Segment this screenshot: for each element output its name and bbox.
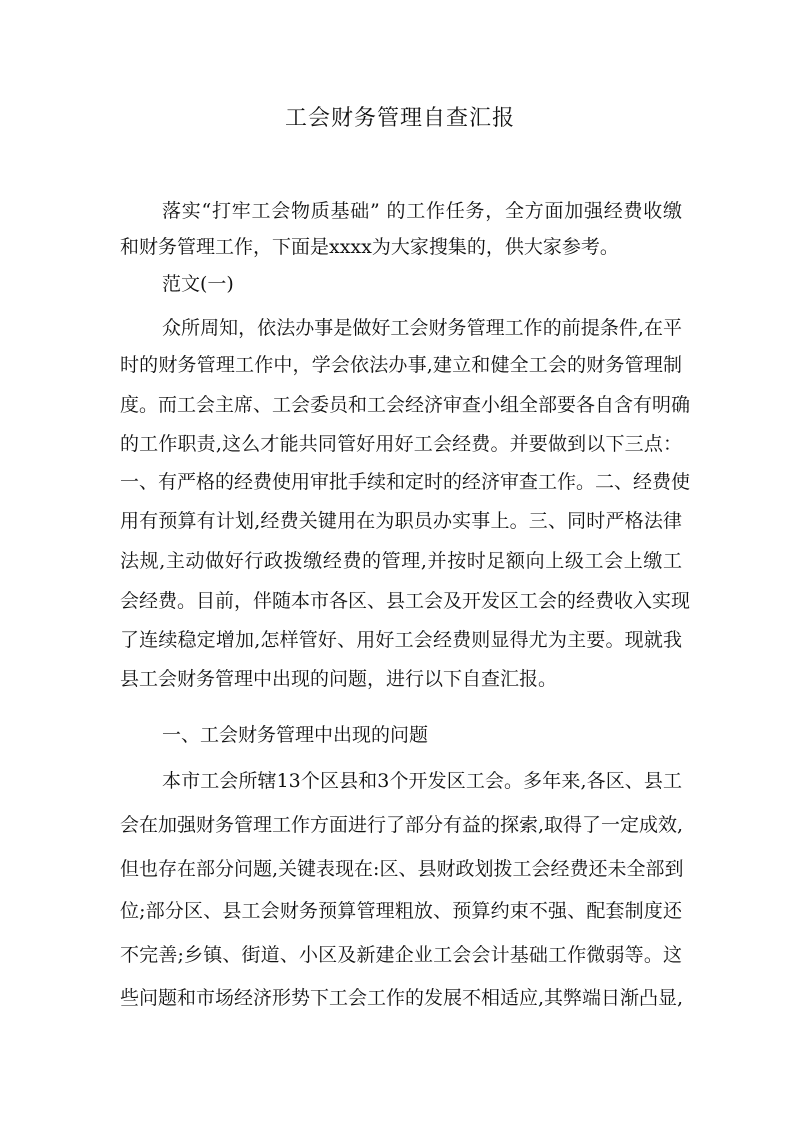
paragraph-line [0, 762, 800, 800]
paragraph-line [0, 936, 800, 974]
document-title: 工会财务管理自查汇报 [284, 106, 515, 131]
paragraph-line [0, 192, 800, 230]
paragraph-line [0, 850, 800, 888]
paragraph-line [0, 621, 800, 659]
line-text: 范文(一) [162, 273, 234, 295]
paragraph-line [0, 346, 800, 384]
paragraph-line [0, 542, 800, 580]
paragraph-line [0, 582, 800, 620]
section-heading-line [0, 265, 800, 303]
line-text: 县工会财务管理中出现的问题，进行以下自查汇报。 [120, 668, 558, 690]
section-heading-line [0, 716, 800, 754]
paragraph-line [0, 386, 800, 424]
paragraph-line [0, 806, 800, 844]
line-text: 不完善;乡镇、街道、小区及新建企业工会会计基础工作微弱等。这 [120, 944, 682, 966]
line-text: 落实“打牢工会物质基础” 的工作任务，全方面加强经费收缴 [162, 200, 682, 222]
line-text: 会经费。目前，伴随本市各区、县工会及开发区工会的经费收入实现 [120, 590, 691, 612]
line-text: 度。而工会主席、工会委员和工会经济审查小组全部要各自含有明确 [120, 394, 691, 416]
line-text: 用有预算有计划,经费关键用在为职员办实事上。三、同时严格法律 [120, 510, 682, 532]
paragraph-line [0, 502, 800, 540]
line-text: 时的财务管理工作中，学会依法办事,建立和健全工会的财务管理制 [120, 354, 682, 376]
line-text: 一、有严格的经费使用审批手续和定时的经济审查工作。二、经费使 [120, 471, 691, 493]
paragraph-line [0, 979, 800, 1017]
paragraph-line [0, 309, 800, 347]
line-text: 会在加强财务管理工作方面进行了部分有益的探索,取得了一定成效, [120, 814, 684, 836]
paragraph-line [0, 425, 800, 463]
paragraph-line [0, 228, 800, 266]
paragraph-line [0, 463, 800, 501]
line-text: 的工作职责,这么才能共同管好用好工会经费。并要做到以下三点： [120, 433, 682, 455]
paragraph-line [0, 660, 800, 698]
paragraph-line [0, 892, 800, 930]
line-text: 本市工会所辖13个区县和3个开发区工会。多年来,各区、县工 [162, 770, 682, 792]
line-text: 众所周知，依法办事是做好工会财务管理工作的前提条件,在平 [162, 317, 682, 339]
line-text: 一、工会财务管理中出现的问题 [162, 724, 429, 746]
line-text: 位;部分区、县工会财务预算管理粗放、预算约束不强、配套制度还 [120, 900, 682, 922]
line-text: 了连续稳定增加,怎样管好、用好工会经费则显得尤为主要。现就我 [120, 629, 682, 651]
line-text: 和财务管理工作，下面是xxxx为大家搜集的，供大家参考。 [120, 236, 619, 258]
line-text: 些问题和市场经济形势下工会工作的发展不相适应,其弊端日渐凸显, [120, 987, 684, 1009]
line-text: 法规,主动做好行政拨缴经费的管理,并按时足额向上级工会上缴工 [120, 550, 682, 572]
line-text: 但也存在部分问题,关键表现在:区、县财政划拨工会经费还未全部到 [120, 858, 684, 880]
